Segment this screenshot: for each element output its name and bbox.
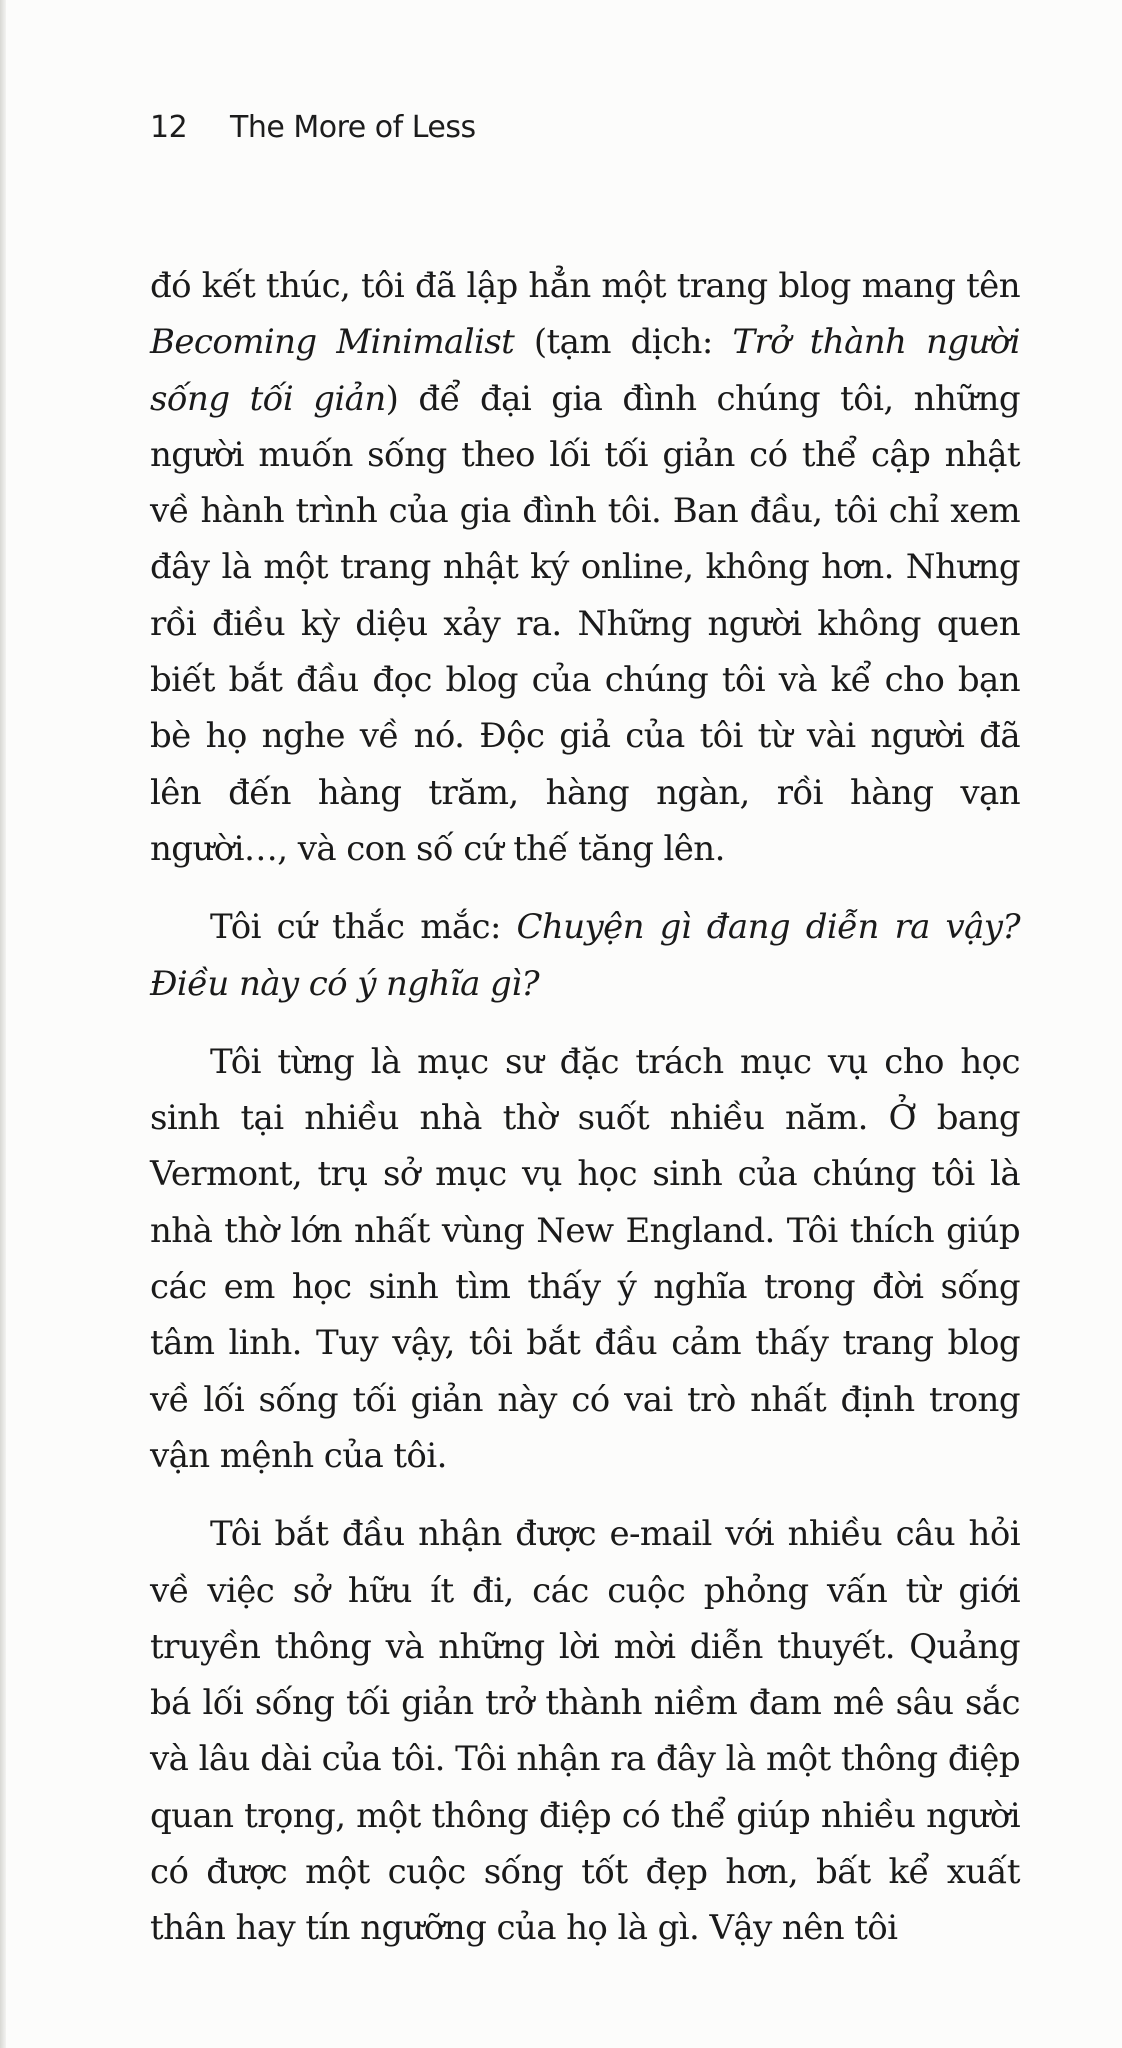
paragraph — [150, 899, 1020, 1012]
running-header — [150, 110, 476, 145]
paragraph — [150, 258, 1020, 877]
text-segment: Tôi cứ thắc mắc: — [210, 907, 517, 948]
book-title: The More of Less — [230, 110, 476, 145]
body-text — [150, 258, 1020, 1957]
page-number: 12 — [150, 110, 188, 145]
paragraph — [150, 1034, 1020, 1484]
text-segment: Tôi bắt đầu nhận được e-mail với nhiều câu hỏi về việc sở hữu ít đi, các cuộc phỏng vấn từ giới truyền thông và những lời mời diễn thuyết. Quảng bá lối sống tối giản trở thành niềm đam mê sâu sắc và lâu dài của tôi. Tôi nhận ra đây là một thông điệp quan trọng, một thông điệp có thể giúp nhiều người có được một cuộc sống tốt đẹp hơn, bất kể xuất thân hay tín ngưỡng của họ là gì. Vậy nên tôi — [150, 1514, 1020, 1949]
italic-question: Chuyện gì đang diễn ra vậy? Điều này có ý nghĩa gì? — [150, 907, 1021, 1004]
italic-translation: Trở thành người sống tối giản — [150, 322, 1020, 419]
italic-book-title: Becoming Minimalist — [150, 322, 515, 363]
text-segment: (tạm dịch: — [514, 322, 733, 363]
text-segment: đó kết thúc, tôi đã lập hẳn một trang blog mang tên — [150, 266, 1020, 306]
page-gutter-edge — [0, 0, 6, 2048]
paragraph — [150, 1506, 1020, 1956]
text-segment: ) để đại gia đình chúng tôi, những người muốn sống theo lối tối giản có thể cập nhật về hành trình của gia đình tôi. Ban đầu, tôi chỉ xem đây là một trang nhật ký online, không hơn. Nhưng rồi điều kỳ diệu xảy ra. Những người không quen biết bắt đầu đọc blog của chúng tôi và kể cho bạn bè họ nghe về nó. Độc giả của tôi từ vài người đã lên đến hàng trăm, hàng ngàn, rồi hàng vạn người…, và con số cứ thế tăng lên. — [150, 378, 1020, 869]
text-segment: Tôi từng là mục sư đặc trách mục vụ cho học sinh tại nhiều nhà thờ suốt nhiều năm. Ở bang Vermont, trụ sở mục vụ học sinh của chúng tôi là nhà thờ lớn nhất vùng New England. Tôi thích giúp các em học sinh tìm thấy ý nghĩa trong đời sống tâm linh. Tuy vậy, tôi bắt đầu cảm thấy trang blog về lối sống tối giản này có vai trò nhất định trong vận mệnh của tôi. — [150, 1041, 1020, 1476]
